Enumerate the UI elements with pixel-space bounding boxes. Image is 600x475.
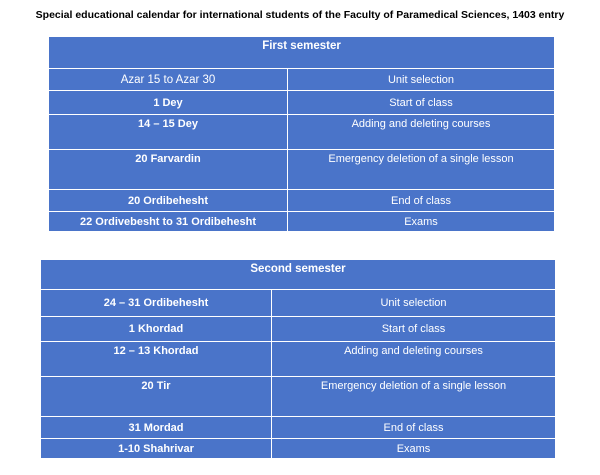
event-cell: Start of class xyxy=(288,91,555,115)
first-semester-table xyxy=(48,36,555,232)
table-row xyxy=(49,190,555,212)
event-cell: Adding and deleting courses xyxy=(272,342,556,377)
table-row xyxy=(41,439,556,459)
table-row xyxy=(49,212,555,232)
date-cell: 20 Farvardin xyxy=(49,150,288,190)
table-row xyxy=(41,317,556,342)
event-cell: Start of class xyxy=(272,317,556,342)
event-cell: Exams xyxy=(288,212,555,232)
date-cell: 12 – 13 Khordad xyxy=(41,342,272,377)
date-cell: 20 Ordibehesht xyxy=(49,190,288,212)
table-row xyxy=(49,69,555,91)
event-cell: End of class xyxy=(288,190,555,212)
event-cell: Unit selection xyxy=(272,290,556,317)
date-cell: 1 Dey xyxy=(49,91,288,115)
event-cell: End of class xyxy=(272,417,556,439)
event-cell: Exams xyxy=(272,439,556,459)
second-semester-heading: Second semester xyxy=(41,260,556,290)
date-cell: 1-10 Shahrivar xyxy=(41,439,272,459)
date-cell: Azar 15 to Azar 30 xyxy=(49,69,288,91)
event-cell: Emergency deletion of a single lesson xyxy=(288,150,555,190)
table-row xyxy=(49,91,555,115)
first-semester-heading: First semester xyxy=(49,37,555,69)
event-cell: Unit selection xyxy=(288,69,555,91)
date-cell: 14 – 15 Dey xyxy=(49,115,288,150)
date-cell: 1 Khordad xyxy=(41,317,272,342)
date-cell: 31 Mordad xyxy=(41,417,272,439)
table-row xyxy=(49,115,555,150)
date-cell: 20 Tir xyxy=(41,377,272,417)
date-cell: 24 – 31 Ordibehesht xyxy=(41,290,272,317)
table-row xyxy=(41,342,556,377)
table-row xyxy=(49,150,555,190)
document-title: Special educational calendar for international students of the Faculty of Paramedical Sciences, 1403 entry xyxy=(35,9,565,21)
event-cell: Emergency deletion of a single lesson xyxy=(272,377,556,417)
date-cell: 22 Ordivebesht to 31 Ordibehesht xyxy=(49,212,288,232)
second-semester-table xyxy=(40,259,556,459)
table-row xyxy=(41,290,556,317)
table-row xyxy=(41,417,556,439)
event-cell: Adding and deleting courses xyxy=(288,115,555,150)
table-row xyxy=(41,377,556,417)
